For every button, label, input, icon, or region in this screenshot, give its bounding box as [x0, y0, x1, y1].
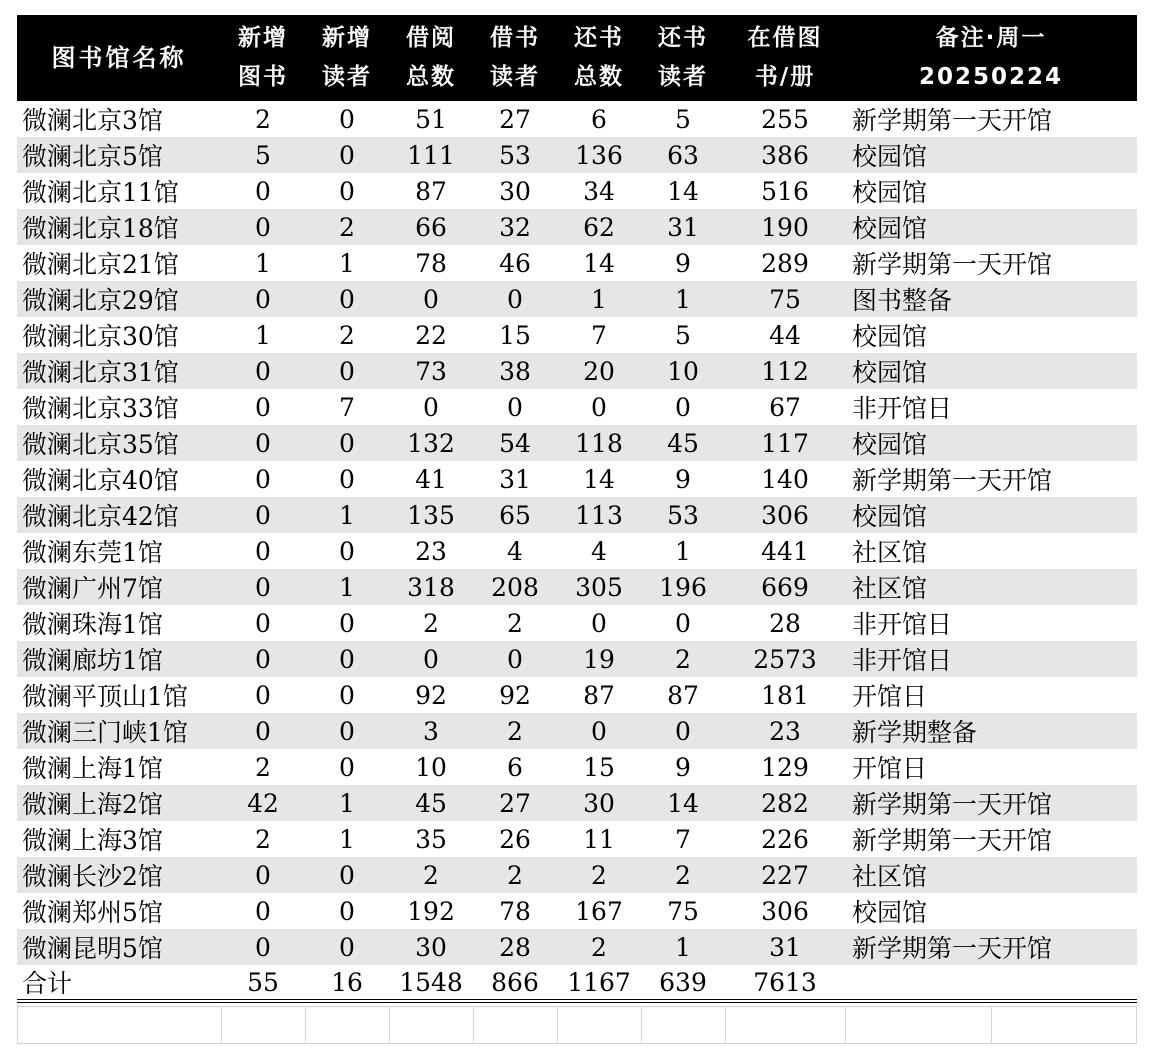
cell-note[interactable]: 校园馆 — [852, 322, 928, 351]
cell-new-readers[interactable]: 1 — [339, 500, 355, 530]
cell-library-name[interactable]: 微澜上海2馆 — [22, 790, 163, 819]
cell-new-books[interactable]: 0 — [255, 176, 271, 206]
cell-new-books[interactable]: 0 — [255, 392, 271, 422]
cell-library-name[interactable]: 微澜平顶山1馆 — [22, 682, 188, 711]
cell-new-books[interactable]: 0 — [255, 284, 271, 314]
cell-borrow-total[interactable]: 92 — [415, 680, 447, 710]
cell-new-readers[interactable]: 1 — [339, 824, 355, 854]
cell-borrow-total[interactable]: 192 — [407, 896, 455, 926]
cell-return-readers[interactable]: 10 — [667, 356, 699, 386]
cell-borrow-total[interactable]: 0 — [423, 392, 439, 422]
cell-borrow-readers[interactable]: 2 — [507, 860, 523, 890]
cell-borrow-total[interactable]: 2 — [423, 608, 439, 638]
cell-borrow-readers[interactable]: 65 — [499, 500, 531, 530]
cell-on-loan[interactable]: 669 — [761, 572, 809, 602]
cell-return-total[interactable]: 14 — [583, 248, 615, 278]
cell-return-total[interactable]: 167 — [575, 896, 623, 926]
table-row — [17, 749, 1137, 785]
cell-new-readers[interactable]: 0 — [339, 644, 355, 674]
empty-row — [17, 1006, 1137, 1044]
table-row — [17, 425, 1137, 461]
cell-return-total[interactable]: 87 — [583, 680, 615, 710]
cell-borrow-readers[interactable]: 31 — [499, 464, 531, 494]
table-row — [17, 713, 1137, 749]
table-row — [17, 101, 1137, 137]
cell-new-books[interactable]: 0 — [255, 572, 271, 602]
cell-note[interactable]: 校园馆 — [852, 898, 928, 927]
cell-borrow-total[interactable]: 2 — [423, 860, 439, 890]
header-on-loan: 在借图 书/册 — [747, 25, 823, 90]
cell-note[interactable]: 新学期第一天开馆 — [852, 466, 1053, 495]
cell-return-readers[interactable]: 14 — [667, 176, 699, 206]
cell-on-loan[interactable]: 67 — [769, 392, 801, 422]
cell-on-loan[interactable]: 306 — [761, 896, 809, 926]
total-on-loan: 7613 — [753, 967, 817, 997]
cell-library-name[interactable]: 微澜廊坊1馆 — [22, 646, 163, 675]
table-row — [17, 533, 1137, 569]
cell-on-loan[interactable]: 112 — [761, 356, 809, 386]
cell-note[interactable]: 开馆日 — [852, 754, 928, 783]
cell-return-total[interactable]: 15 — [583, 752, 615, 782]
table-row — [17, 281, 1137, 317]
cell-on-loan[interactable]: 140 — [761, 464, 809, 494]
total-label: 合计 — [22, 969, 73, 998]
cell-note[interactable]: 校园馆 — [845, 173, 1137, 209]
cell-on-loan[interactable]: 44 — [769, 320, 801, 350]
cell-note[interactable]: 开馆日 — [852, 682, 928, 711]
cell-return-total[interactable]: 0 — [591, 608, 607, 638]
cell-library-name[interactable]: 微澜北京21馆 — [22, 250, 179, 279]
cell-return-total[interactable]: 1 — [591, 284, 607, 314]
cell-new-readers[interactable]: 1 — [339, 572, 355, 602]
cell-library-name[interactable]: 微澜北京31馆 — [22, 358, 179, 387]
cell-new-books[interactable]: 2 — [255, 824, 271, 854]
cell-borrow-total[interactable]: 3 — [423, 716, 439, 746]
cell-library-name[interactable]: 微澜珠海1馆 — [22, 610, 163, 639]
cell-new-readers[interactable]: 0 — [339, 104, 355, 134]
cell-on-loan[interactable]: 190 — [761, 212, 809, 242]
cell-borrow-readers[interactable]: 78 — [499, 896, 531, 926]
header-new-books: 新增 图书 — [238, 25, 288, 90]
cell-new-books[interactable]: 42 — [247, 788, 279, 818]
cell-on-loan[interactable]: 441 — [761, 536, 809, 566]
cell-return-readers[interactable]: 2 — [675, 860, 691, 890]
cell-borrow-total[interactable]: 135 — [407, 500, 455, 530]
header-new-readers: 新增 读者 — [322, 25, 372, 90]
cell-library-name[interactable]: 微澜北京42馆 — [22, 502, 179, 531]
total-borrow-readers: 866 — [491, 967, 539, 997]
cell-borrow-total[interactable]: 78 — [415, 248, 447, 278]
cell-borrow-total[interactable]: 30 — [415, 932, 447, 962]
cell-return-readers[interactable]: 45 — [667, 428, 699, 458]
cell-borrow-total[interactable]: 73 — [415, 356, 447, 386]
cell-library-name[interactable]: 微澜北京40馆 — [22, 466, 179, 495]
cell-new-books[interactable]: 0 — [255, 536, 271, 566]
cell-new-readers[interactable]: 0 — [339, 860, 355, 890]
cell-borrow-readers[interactable]: 2 — [507, 716, 523, 746]
cell-on-loan[interactable]: 227 — [761, 860, 809, 890]
cell-borrow-readers[interactable]: 26 — [499, 824, 531, 854]
cell-return-readers[interactable]: 75 — [667, 896, 699, 926]
cell-library-name[interactable]: 微澜三门峡1馆 — [22, 718, 188, 747]
total-row — [17, 965, 1137, 1003]
cell-return-total[interactable]: 30 — [583, 788, 615, 818]
cell-note[interactable]: 校园馆 — [852, 358, 928, 387]
cell-new-readers[interactable]: 0 — [339, 140, 355, 170]
cell-borrow-total[interactable]: 51 — [415, 104, 447, 134]
cell-return-total[interactable]: 7 — [591, 320, 607, 350]
cell-library-name[interactable]: 微澜东莞1馆 — [22, 538, 163, 567]
table-row — [17, 929, 1137, 965]
cell-new-readers[interactable]: 0 — [339, 284, 355, 314]
cell-on-loan[interactable]: 255 — [761, 104, 809, 134]
empty-cell[interactable] — [845, 1007, 991, 1043]
cell-return-total[interactable]: 11 — [583, 824, 615, 854]
table-header — [17, 15, 1137, 101]
library-stats-table — [17, 15, 1137, 1044]
cell-new-books[interactable]: 0 — [255, 428, 271, 458]
cell-return-total[interactable]: 6 — [591, 104, 607, 134]
cell-borrow-readers[interactable]: 92 — [499, 680, 531, 710]
cell-borrow-readers[interactable]: 46 — [499, 248, 531, 278]
empty-cell[interactable] — [557, 1007, 641, 1043]
cell-library-name[interactable]: 微澜北京29馆 — [22, 286, 179, 315]
empty-cell[interactable] — [725, 1007, 845, 1043]
cell-borrow-readers[interactable]: 0 — [507, 644, 523, 674]
table-row — [17, 137, 1137, 173]
cell-on-loan[interactable]: 386 — [761, 140, 809, 170]
cell-new-readers[interactable]: 0 — [339, 536, 355, 566]
cell-return-total[interactable]: 34 — [583, 176, 615, 206]
table-row — [17, 605, 1137, 641]
cell-new-books[interactable]: 5 — [255, 140, 271, 170]
cell-return-readers[interactable]: 87 — [667, 680, 699, 710]
cell-note[interactable]: 校园馆 — [852, 142, 928, 171]
cell-library-name[interactable]: 微澜北京3馆 — [22, 106, 163, 135]
blank-cell[interactable] — [985, 173, 1131, 209]
cell-return-total[interactable]: 2 — [591, 860, 607, 890]
cell-note[interactable]: 新学期整备 — [852, 718, 978, 747]
cell-new-readers[interactable]: 0 — [339, 716, 355, 746]
cell-return-total[interactable]: 118 — [575, 428, 623, 458]
cell-note[interactable]: 图书整备 — [852, 286, 953, 315]
empty-cell[interactable] — [641, 1007, 725, 1043]
empty-cell[interactable] — [389, 1007, 473, 1043]
cell-return-total[interactable]: 14 — [583, 464, 615, 494]
cell-borrow-readers[interactable]: 0 — [507, 392, 523, 422]
cell-note[interactable]: 新学期第一天开馆 — [852, 106, 1053, 135]
cell-note[interactable]: 校园馆 — [852, 502, 928, 531]
cell-return-readers[interactable]: 1 — [675, 932, 691, 962]
cell-new-readers[interactable]: 1 — [339, 788, 355, 818]
cell-return-total[interactable]: 0 — [591, 716, 607, 746]
cell-return-readers[interactable]: 63 — [667, 140, 699, 170]
cell-return-readers[interactable]: 0 — [675, 608, 691, 638]
cell-library-name[interactable]: 微澜长沙2馆 — [22, 862, 163, 891]
table-row — [17, 173, 1137, 209]
cell-new-readers[interactable]: 0 — [339, 896, 355, 926]
total-return-readers: 639 — [659, 967, 707, 997]
cell-note[interactable]: 新学期第一天开馆 — [852, 790, 1053, 819]
cell-new-books[interactable]: 2 — [255, 104, 271, 134]
cell-new-books[interactable]: 1 — [255, 248, 271, 278]
cell-library-name[interactable]: 微澜北京11馆 — [22, 178, 179, 207]
table-row — [17, 677, 1137, 713]
cell-return-total[interactable]: 305 — [575, 572, 623, 602]
header-borrow-total: 借阅 总数 — [406, 25, 456, 90]
cell-new-books[interactable]: 0 — [255, 356, 271, 386]
cell-return-total[interactable]: 2 — [591, 932, 607, 962]
cell-borrow-total[interactable]: 35 — [415, 824, 447, 854]
cell-return-readers[interactable]: 9 — [675, 464, 691, 494]
header-return-total: 还书 总数 — [574, 25, 624, 90]
cell-new-readers[interactable]: 0 — [339, 356, 355, 386]
cell-note[interactable]: 非开馆日 — [852, 610, 953, 639]
table-row — [17, 857, 1137, 893]
cell-new-readers[interactable]: 2 — [339, 212, 355, 242]
cell-return-total[interactable]: 136 — [575, 140, 623, 170]
empty-cell[interactable] — [17, 1007, 221, 1043]
cell-borrow-readers[interactable]: 32 — [499, 212, 531, 242]
cell-return-total[interactable]: 113 — [575, 500, 623, 530]
table-row — [17, 245, 1137, 281]
cell-borrow-readers[interactable]: 27 — [499, 788, 531, 818]
cell-return-readers[interactable]: 14 — [667, 788, 699, 818]
cell-borrow-readers[interactable]: 38 — [499, 356, 531, 386]
cell-new-books[interactable]: 0 — [255, 932, 271, 962]
cell-note[interactable]: 校园馆 — [852, 214, 928, 243]
cell-note[interactable]: 新学期第一天开馆 — [852, 934, 1053, 963]
table-row — [17, 893, 1137, 929]
total-return-total: 1167 — [567, 967, 631, 997]
cell-new-books[interactable]: 0 — [255, 716, 271, 746]
table-row — [17, 821, 1137, 857]
empty-cell[interactable] — [991, 1007, 1137, 1043]
cell-new-books[interactable]: 1 — [255, 320, 271, 350]
cell-return-readers[interactable]: 1 — [675, 536, 691, 566]
cell-borrow-readers[interactable]: 4 — [507, 536, 523, 566]
cell-return-readers[interactable]: 5 — [675, 320, 691, 350]
cell-return-readers[interactable]: 7 — [675, 824, 691, 854]
total-borrow-total: 1548 — [399, 967, 463, 997]
cell-borrow-total[interactable]: 66 — [415, 212, 447, 242]
cell-library-name[interactable]: 微澜北京18馆 — [22, 214, 179, 243]
cell-note[interactable]: 社区馆 — [852, 862, 928, 891]
header-library-name: 图书馆名称 — [51, 43, 187, 72]
header-borrow-readers: 借书 读者 — [490, 25, 540, 90]
cell-return-readers[interactable]: 196 — [659, 572, 707, 602]
total-new-books: 55 — [247, 967, 279, 997]
empty-cell[interactable] — [473, 1007, 557, 1043]
cell-new-readers[interactable]: 0 — [339, 680, 355, 710]
cell-new-readers[interactable]: 0 — [339, 464, 355, 494]
cell-on-loan[interactable]: 282 — [761, 788, 809, 818]
table-row — [17, 497, 1137, 533]
cell-new-books[interactable]: 0 — [255, 644, 271, 674]
cell-on-loan[interactable]: 28 — [769, 608, 801, 638]
cell-on-loan[interactable]: 289 — [761, 248, 809, 278]
cell-return-readers[interactable]: 2 — [675, 644, 691, 674]
cell-on-loan[interactable]: 226 — [761, 824, 809, 854]
empty-cell[interactable] — [305, 1007, 389, 1043]
cell-library-name[interactable]: 微澜北京33馆 — [22, 394, 179, 423]
cell-return-readers[interactable]: 9 — [675, 752, 691, 782]
cell-on-loan[interactable]: 117 — [761, 428, 809, 458]
cell-library-name[interactable]: 微澜上海3馆 — [22, 826, 163, 855]
cell-library-name[interactable]: 微澜广州7馆 — [22, 574, 163, 603]
table-row — [17, 461, 1137, 497]
cell-borrow-readers[interactable]: 15 — [499, 320, 531, 350]
cell-borrow-readers[interactable]: 0 — [507, 284, 523, 314]
header-note: 备注·周一 20250224 — [918, 25, 1064, 90]
cell-new-readers[interactable]: 0 — [339, 428, 355, 458]
cell-note[interactable]: 社区馆 — [852, 538, 928, 567]
cell-library-name[interactable]: 微澜北京35馆 — [22, 430, 179, 459]
cell-return-total[interactable]: 19 — [583, 644, 615, 674]
cell-note[interactable]: 校园馆 — [852, 430, 928, 459]
cell-new-readers[interactable]: 0 — [339, 608, 355, 638]
cell-borrow-total[interactable]: 0 — [423, 644, 439, 674]
table-row — [17, 569, 1137, 605]
cell-borrow-readers[interactable]: 53 — [499, 140, 531, 170]
table-row — [17, 353, 1137, 389]
cell-borrow-readers[interactable]: 208 — [491, 572, 539, 602]
cell-borrow-total[interactable]: 10 — [415, 752, 447, 782]
cell-new-readers[interactable]: 0 — [339, 752, 355, 782]
cell-note[interactable]: 新学期第一天开馆 — [852, 250, 1053, 279]
cell-on-loan[interactable]: 181 — [761, 680, 809, 710]
cell-borrow-readers[interactable]: 28 — [499, 932, 531, 962]
cell-note[interactable]: 社区馆 — [852, 574, 928, 603]
cell-note[interactable]: 非开馆日 — [852, 646, 953, 675]
cell-new-readers[interactable]: 2 — [339, 320, 355, 350]
cell-library-name[interactable]: 微澜北京30馆 — [22, 322, 179, 351]
cell-borrow-total[interactable]: 132 — [407, 428, 455, 458]
cell-on-loan[interactable]: 129 — [761, 752, 809, 782]
cell-borrow-total[interactable]: 111 — [407, 140, 455, 170]
cell-borrow-total[interactable]: 22 — [415, 320, 447, 350]
cell-on-loan[interactable]: 306 — [761, 500, 809, 530]
cell-return-total[interactable]: 0 — [591, 392, 607, 422]
cell-new-books[interactable]: 0 — [255, 860, 271, 890]
header-return-readers: 还书 读者 — [658, 25, 708, 90]
cell-library-name[interactable]: 微澜郑州5馆 — [22, 898, 163, 927]
cell-note[interactable]: 非开馆日 — [852, 394, 953, 423]
table-row — [17, 785, 1137, 821]
cell-new-books[interactable]: 0 — [255, 896, 271, 926]
cell-on-loan[interactable]: 2573 — [753, 644, 817, 674]
cell-new-books[interactable]: 0 — [255, 608, 271, 638]
table-row — [17, 209, 1137, 245]
empty-cell[interactable] — [221, 1007, 305, 1043]
cell-new-books[interactable]: 2 — [255, 752, 271, 782]
cell-return-total[interactable]: 4 — [591, 536, 607, 566]
cell-borrow-total[interactable]: 0 — [423, 284, 439, 314]
cell-new-books[interactable]: 0 — [255, 464, 271, 494]
cell-return-total[interactable]: 62 — [583, 212, 615, 242]
cell-on-loan[interactable]: 23 — [769, 716, 801, 746]
cell-return-readers[interactable]: 9 — [675, 248, 691, 278]
cell-borrow-total[interactable]: 87 — [415, 176, 447, 206]
cell-new-books[interactable]: 0 — [255, 680, 271, 710]
cell-return-readers[interactable]: 1 — [675, 284, 691, 314]
cell-borrow-total[interactable]: 23 — [415, 536, 447, 566]
cell-borrow-readers[interactable]: 30 — [499, 176, 531, 206]
cell-return-readers[interactable]: 53 — [667, 500, 699, 530]
cell-library-name[interactable]: 微澜昆明5馆 — [22, 934, 163, 963]
cell-borrow-total[interactable]: 318 — [407, 572, 455, 602]
cell-new-readers[interactable]: 1 — [339, 248, 355, 278]
cell-new-readers[interactable]: 0 — [339, 932, 355, 962]
cell-return-readers[interactable]: 0 — [675, 716, 691, 746]
cell-on-loan[interactable]: 31 — [769, 932, 801, 962]
cell-new-readers[interactable]: 0 — [339, 176, 355, 206]
cell-return-readers[interactable]: 0 — [675, 392, 691, 422]
cell-note[interactable]: 新学期第一天开馆 — [852, 826, 1053, 855]
cell-library-name[interactable]: 微澜上海1馆 — [22, 754, 163, 783]
cell-return-readers[interactable]: 5 — [675, 104, 691, 134]
cell-borrow-readers[interactable]: 54 — [499, 428, 531, 458]
table-row — [17, 317, 1137, 353]
cell-borrow-readers[interactable]: 6 — [507, 752, 523, 782]
table-body — [17, 101, 1137, 965]
table-row — [17, 641, 1137, 677]
cell-borrow-readers[interactable]: 27 — [499, 104, 531, 134]
table-row — [17, 389, 1137, 425]
cell-new-books[interactable]: 0 — [255, 500, 271, 530]
total-new-readers: 16 — [331, 967, 363, 997]
cell-borrow-total[interactable]: 45 — [415, 788, 447, 818]
cell-borrow-total[interactable]: 41 — [415, 464, 447, 494]
cell-library-name[interactable]: 微澜北京5馆 — [22, 142, 163, 171]
cell-new-readers[interactable]: 7 — [339, 392, 355, 422]
cell-new-books[interactable]: 0 — [255, 212, 271, 242]
cell-borrow-readers[interactable]: 2 — [507, 608, 523, 638]
cell-on-loan[interactable]: 75 — [769, 284, 801, 314]
cell-return-readers[interactable]: 31 — [667, 212, 699, 242]
cell-return-total[interactable]: 20 — [583, 356, 615, 386]
cell-on-loan[interactable]: 516 — [761, 176, 809, 206]
